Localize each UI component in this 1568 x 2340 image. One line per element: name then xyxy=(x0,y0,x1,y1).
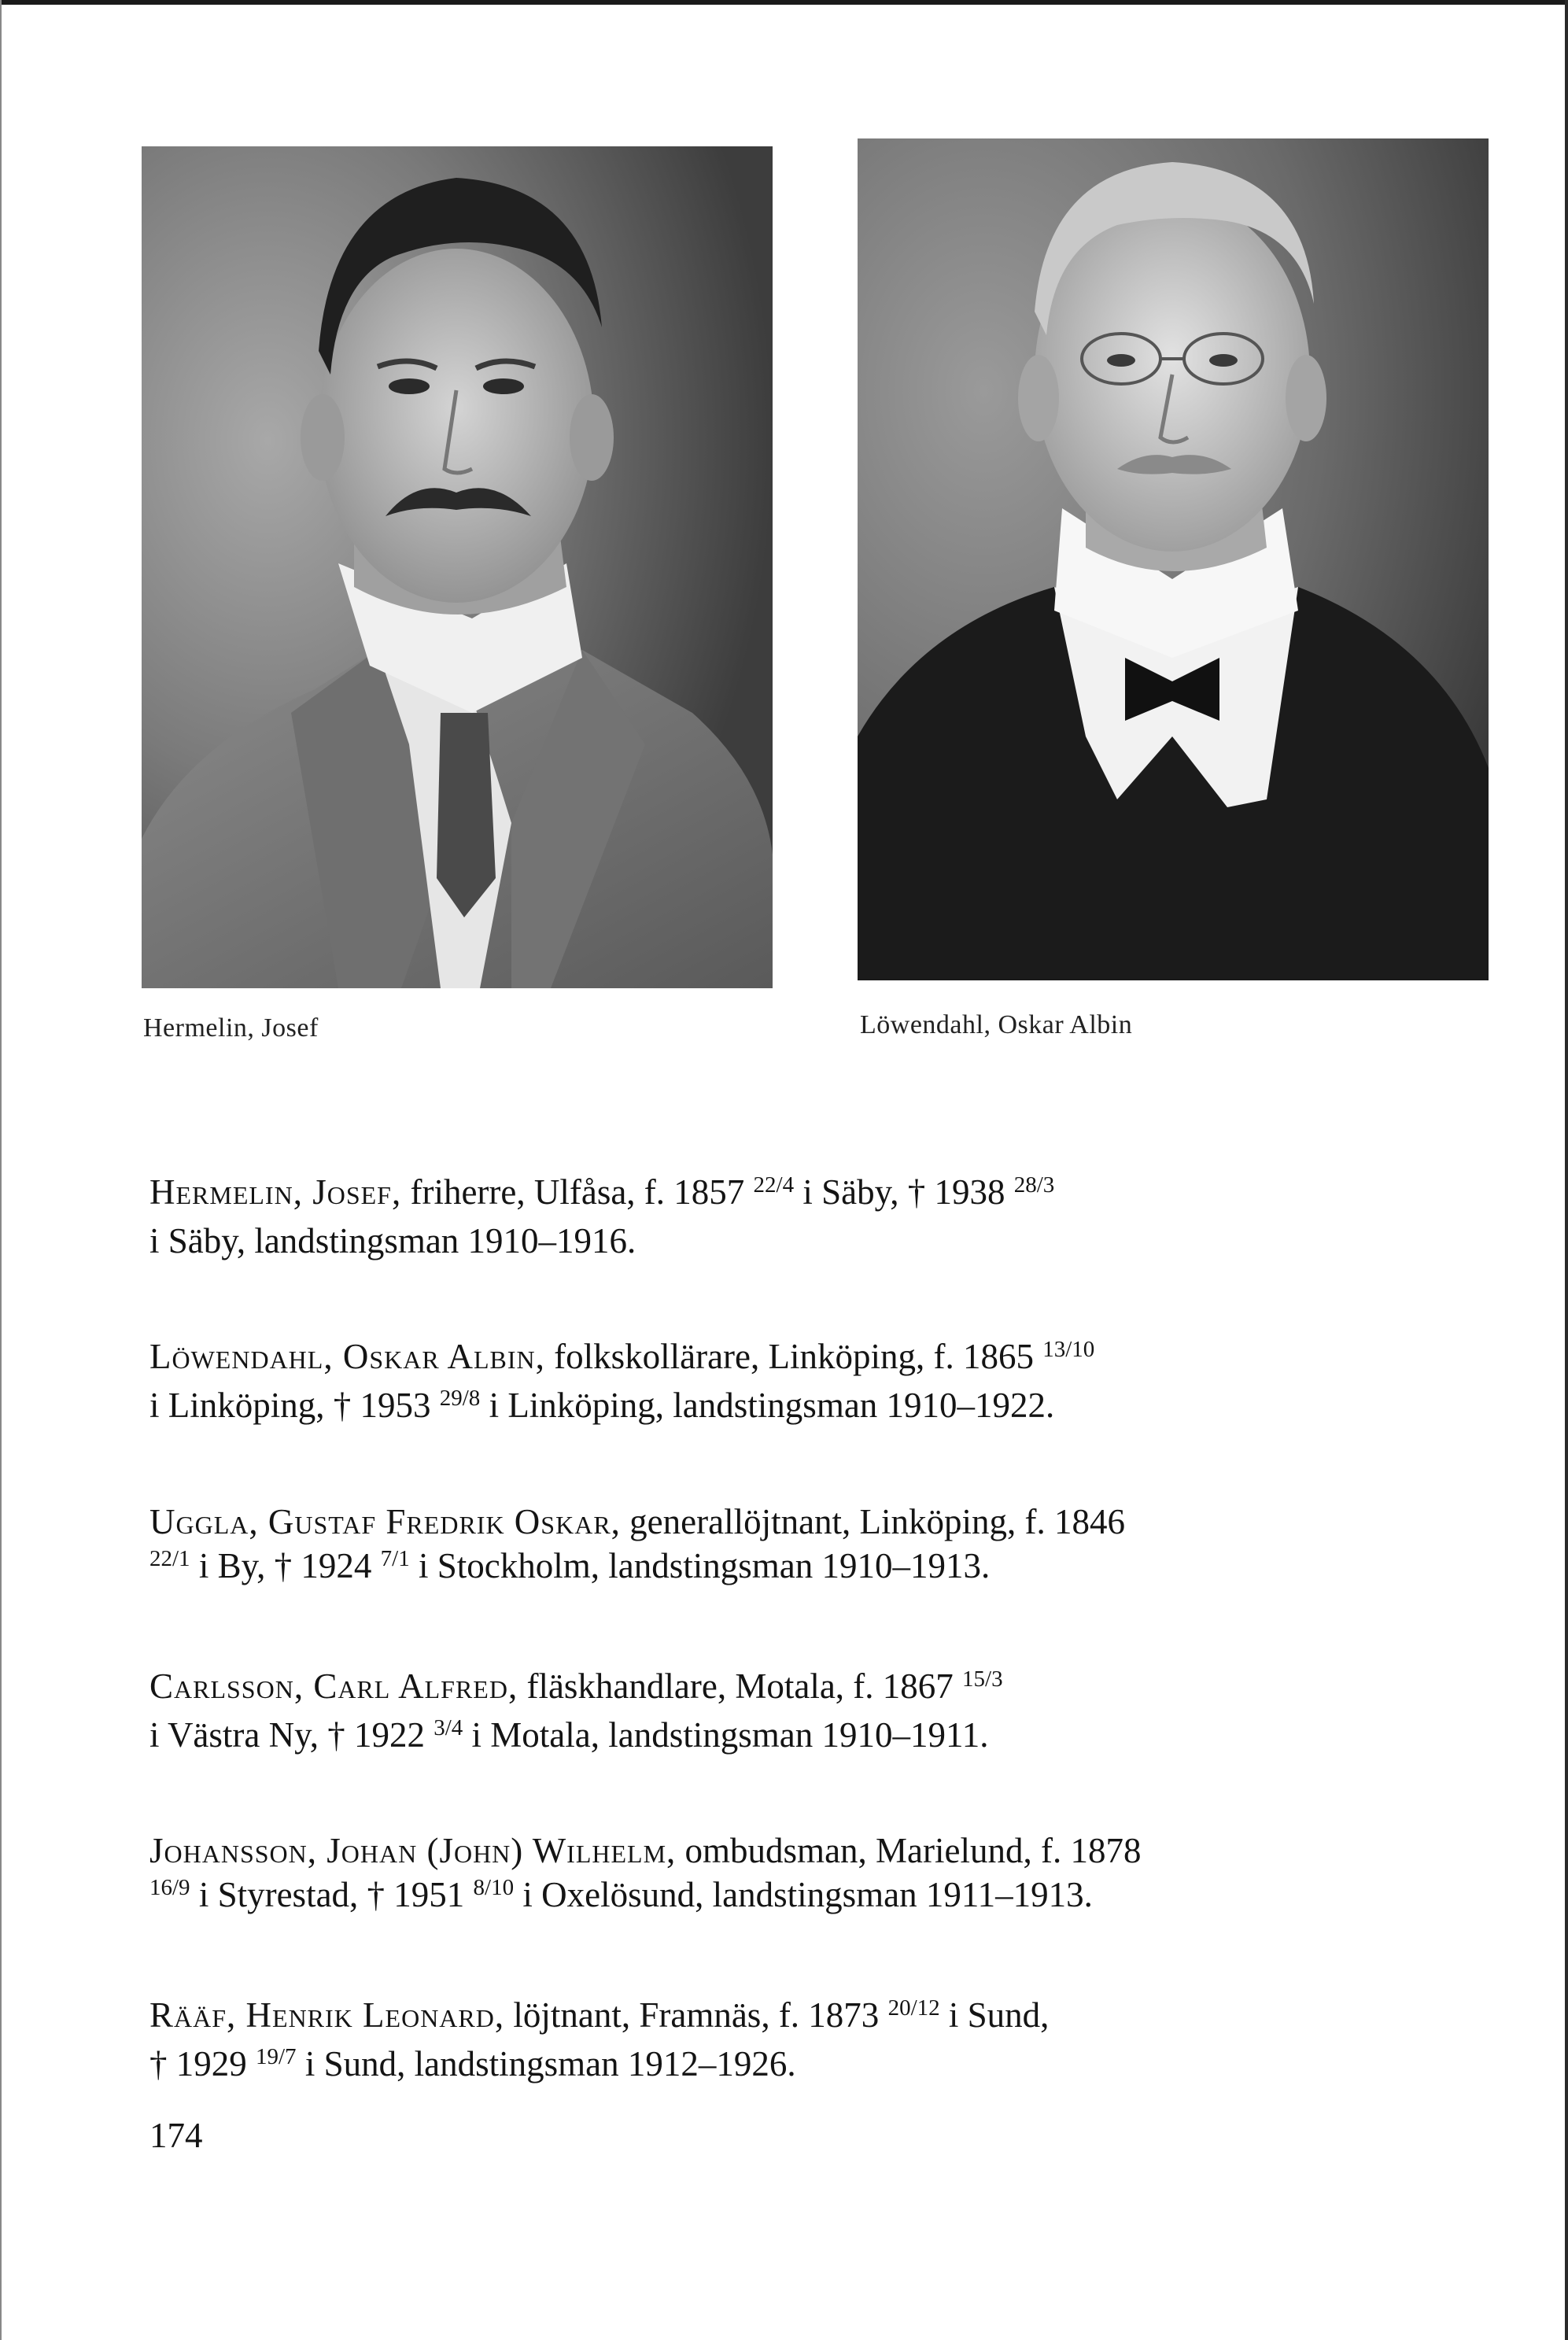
entry-text: i Sund, xyxy=(948,1995,1050,2035)
entry-text: i Västra Ny, † 1922 xyxy=(149,1715,425,1755)
entry-line-2 xyxy=(149,2042,1267,2091)
entry-line-2 xyxy=(149,1219,1267,1263)
birth-date: 22/1 xyxy=(149,1546,190,1571)
scan-left-edge xyxy=(0,0,2,2340)
scan-right-edge xyxy=(1565,0,1568,2340)
entry-line-1 xyxy=(149,1829,1267,1873)
entry-line-2 xyxy=(149,1544,1267,1593)
entry-text: ombudsman, Marielund, f. 1878 xyxy=(684,1831,1142,1870)
entry-line-1 xyxy=(149,1664,1267,1713)
entry-text: i Motala, landstingsman 1910–1911. xyxy=(471,1715,989,1755)
birth-date: 20/12 xyxy=(887,1995,940,2021)
entry-name: Uggla, Gustaf Fredrik Oskar, xyxy=(149,1502,621,1541)
biography-entry-uggla xyxy=(149,1500,1267,1593)
entry-text: i Säby, landstingsman 1910–1916. xyxy=(149,1221,636,1260)
entry-text: löjtnant, Framnäs, f. 1873 xyxy=(513,1995,880,2035)
birth-date: 13/10 xyxy=(1042,1337,1095,1362)
entry-name: Löwendahl, Oskar Albin, xyxy=(149,1337,545,1376)
entry-text: friherre, Ulfåsa, f. 1857 xyxy=(410,1172,745,1212)
entry-line-1 xyxy=(149,1500,1267,1544)
entry-line-2 xyxy=(149,1873,1267,1921)
biography-entry-lowendahl xyxy=(149,1334,1267,1432)
entry-text: generallöjtnant, Linköping, f. 1846 xyxy=(629,1502,1126,1541)
entry-line-2 xyxy=(149,1713,1267,1762)
portrait-caption-hermelin: Hermelin, Josef xyxy=(143,1013,319,1043)
entry-line-1 xyxy=(149,1993,1267,2042)
entry-line-1 xyxy=(149,1170,1267,1219)
entry-name: Hermelin, Josef, xyxy=(149,1172,402,1212)
entry-text: i Säby, † 1938 xyxy=(802,1172,1005,1212)
entry-text: i By, † 1924 xyxy=(198,1546,372,1585)
biography-entry-carlsson xyxy=(149,1664,1267,1762)
death-date: 8/10 xyxy=(473,1875,515,1900)
biography-entry-johansson xyxy=(149,1829,1267,1921)
entry-line-2 xyxy=(149,1383,1267,1432)
page-number: 174 xyxy=(149,2116,203,2155)
birth-date: 16/9 xyxy=(149,1875,190,1900)
birth-date: 22/4 xyxy=(753,1172,795,1198)
entry-text: i Sund, landstingsman 1912–1926. xyxy=(304,2044,796,2083)
death-date: 28/3 xyxy=(1013,1172,1055,1198)
portrait-photo-hermelin xyxy=(142,146,773,988)
entry-text: fläskhandlare, Motala, f. 1867 xyxy=(526,1666,954,1706)
entry-text: † 1929 xyxy=(149,2044,247,2083)
entry-text: i Oxelösund, landstingsman 1911–1913. xyxy=(522,1875,1093,1914)
portrait-photo-lowendahl xyxy=(858,138,1489,980)
entry-text: folkskollärare, Linköping, f. 1865 xyxy=(554,1337,1034,1376)
entry-name: Johansson, Johan (John) Wilhelm, xyxy=(149,1831,677,1870)
entry-text: i Styrestad, † 1951 xyxy=(198,1875,465,1914)
death-date: 3/4 xyxy=(434,1715,463,1740)
biography-entry-raaf xyxy=(149,1993,1267,2091)
birth-date: 15/3 xyxy=(962,1666,1003,1692)
entry-name: Rääf, Henrik Leonard, xyxy=(149,1995,505,2035)
entry-text: i Linköping, † 1953 xyxy=(149,1386,431,1425)
death-date: 7/1 xyxy=(380,1546,410,1571)
entry-line-1 xyxy=(149,1334,1267,1383)
death-date: 19/7 xyxy=(256,2044,297,2069)
scan-top-edge xyxy=(0,0,1568,5)
entry-text: i Linköping, landstingsman 1910–1922. xyxy=(489,1386,1055,1425)
entry-name: Carlsson, Carl Alfred, xyxy=(149,1666,518,1706)
entry-text: i Stockholm, landstingsman 1910–1913. xyxy=(418,1546,991,1585)
portrait-caption-lowendahl: Löwendahl, Oskar Albin xyxy=(860,1010,1133,1039)
biography-entry-hermelin xyxy=(149,1170,1267,1263)
death-date: 29/8 xyxy=(439,1386,481,1411)
